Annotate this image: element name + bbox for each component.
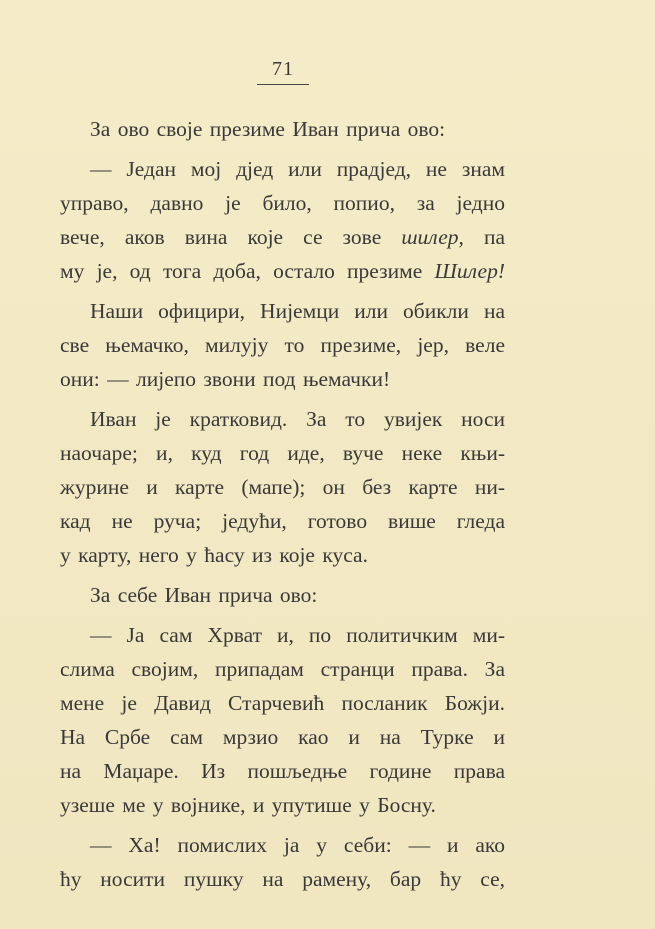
text-line: — Један мој дјед или прадјед, не знам bbox=[90, 157, 505, 181]
text-line: наочаре; и, куд год иде, вуче неке књи- bbox=[60, 441, 505, 465]
text-line: Наши официри, Нијемци или обикли на bbox=[90, 299, 505, 323]
page-number: 71 bbox=[272, 58, 294, 80]
page-number-rule bbox=[257, 84, 309, 85]
text-line: — Ја сам Хрват и, по политичким ми- bbox=[90, 623, 505, 647]
text-line: вече, аков вина које се зове шилер, па bbox=[60, 225, 506, 249]
text-line: мене је Давид Старчевић посланик Божји. bbox=[60, 691, 505, 715]
text-line: За себе Иван прича ово: bbox=[90, 583, 318, 607]
text-line: — Ха! помислих ја у себи: — и ако bbox=[90, 833, 505, 857]
text-line: На Србе сам мрзио као и на Турке и bbox=[60, 725, 505, 749]
text-line: Иван је кратковид. За то увијек носи bbox=[90, 407, 505, 431]
text-line: ћу носити пушку на рамену, бар ћу се, bbox=[60, 867, 505, 891]
text-line: журине и карте (мапе); он без карте ни- bbox=[60, 475, 505, 499]
text-line: у карту, него у ћасу из које куса. bbox=[60, 543, 368, 567]
body-text bbox=[60, 112, 505, 896]
italic-word: Шилер! bbox=[434, 259, 506, 283]
italic-word: шилер, bbox=[401, 225, 464, 249]
text-line: на Маџаре. Из пошљедње године права bbox=[60, 759, 505, 783]
text-line: слима својим, припадам странци права. За bbox=[60, 657, 505, 681]
text-line: управо, давно је било, попио, за једно bbox=[60, 191, 505, 215]
text-line: они: — лијепо звони под њемачки! bbox=[60, 367, 391, 391]
text-line: За ово своје презиме Иван прича ово: bbox=[90, 117, 446, 141]
text-line: кад не руча; једући, готово више гледа bbox=[60, 509, 505, 533]
text-line: узеше ме у војнике, и упутише у Босну. bbox=[60, 793, 436, 817]
text-line: све њемачко, милују то презиме, јер, веле bbox=[60, 333, 505, 357]
text-line: му је, од тога доба, остало презиме Шилер! bbox=[60, 259, 506, 283]
